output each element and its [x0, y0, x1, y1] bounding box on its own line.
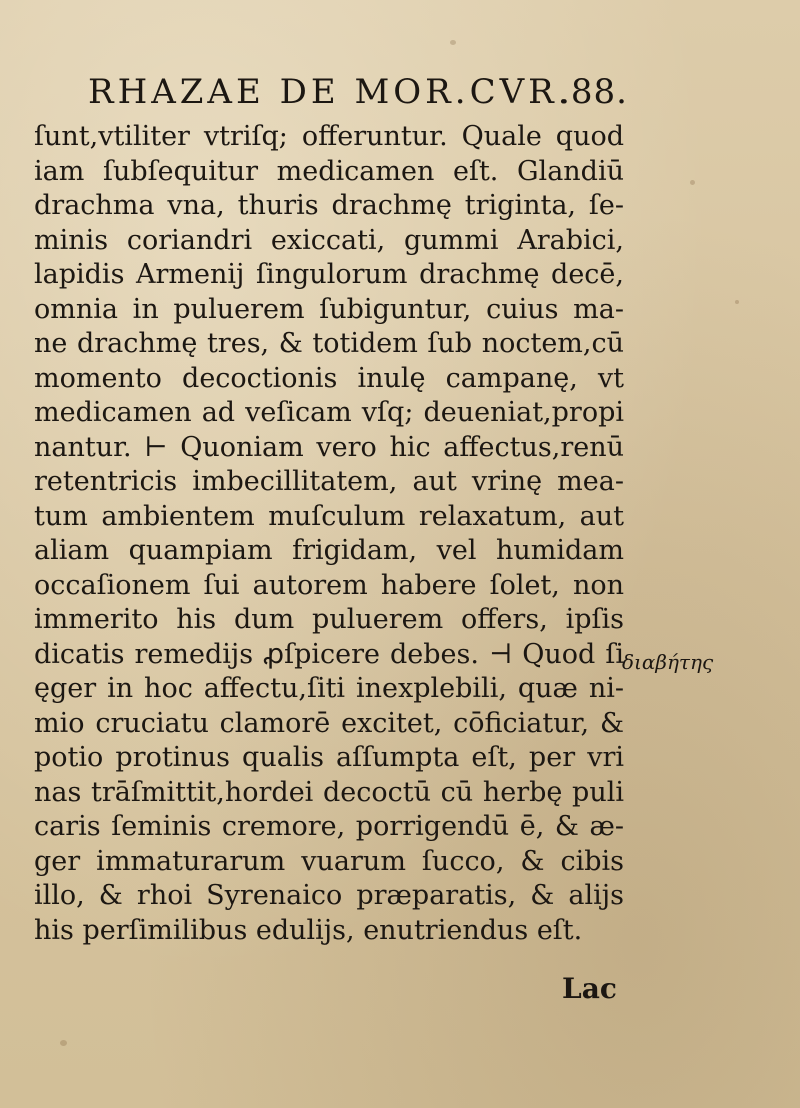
text-line: caris ſeminis cremore, porrigendū ē, & æ-	[34, 811, 624, 842]
running-header	[88, 72, 628, 112]
text-line: ęger in hoc affectu,ſiti inexplebili, quæ ni-	[34, 673, 624, 704]
text-line: minis coriandri exiccati, gummi Arabici,	[34, 224, 624, 256]
text-line: mio cruciatu clamorē excitet, cōficiatur, &	[34, 707, 624, 739]
text-line: drachma vna, thuris drachmę triginta, ſe-	[34, 190, 624, 221]
text-line: ne drachmę tres, & totidem ſub noctem,cū	[34, 328, 624, 359]
folio-number: .88.	[559, 72, 628, 112]
foxing-spot	[690, 180, 695, 185]
catchword: Lac	[562, 972, 617, 1005]
margin-note: διαβήτης	[622, 650, 714, 674]
text-line: dicatis remedijs ꝓſpicere debes. ⊣ Quod ſi	[34, 638, 624, 670]
foxing-spot	[60, 1040, 67, 1046]
text-line: aliam quampiam frigidam, vel humidam	[34, 535, 624, 566]
text-line: illo, & rhoi Syrenaico præparatis, & alijs	[34, 880, 624, 911]
running-title: RHAZAE DE MOR.CVR.	[88, 72, 573, 112]
text-line: occaſionem ſui autorem habere ſolet, non	[34, 569, 624, 601]
text-line: tum ambientem muſculum relaxatum, aut	[34, 500, 624, 532]
text-line: medicamen ad veſicam vſq; deueniat,propi	[34, 397, 624, 428]
text-line: omnia in puluerem ſubiguntur, cuius ma-	[34, 293, 624, 325]
text-line: iam ſubſequitur medicamen eſt. Glandiū	[34, 155, 624, 187]
foxing-spot	[735, 300, 739, 304]
text-line: ger immaturarum vuarum ſucco, & cibis	[34, 845, 624, 877]
text-line: ſunt,vtiliter vtriſq; offeruntur. Quale quod	[34, 121, 624, 152]
text-line: his perſimilibus edulijs, enutriendus eſt.	[34, 914, 583, 946]
foxing-spot	[450, 40, 456, 45]
text-line: immerito his dum puluerem offers, ipſis	[34, 604, 624, 635]
text-line: nantur. ⊢ Quoniam vero hic affectus,renū	[34, 431, 624, 463]
text-line: lapidis Armenij ſingulorum drachmę decē,	[34, 259, 624, 290]
body-text	[34, 120, 624, 948]
text-line: nas trāſmittit,hordei decoctū cū herbę puli	[34, 776, 624, 808]
text-line: potio protinus qualis aſſumpta eſt, per vri	[34, 742, 624, 773]
text-line: momento decoctionis inulę campanę, vt	[34, 362, 624, 394]
text-line: retentricis imbecillitatem, aut vrinę mea-	[34, 466, 624, 497]
